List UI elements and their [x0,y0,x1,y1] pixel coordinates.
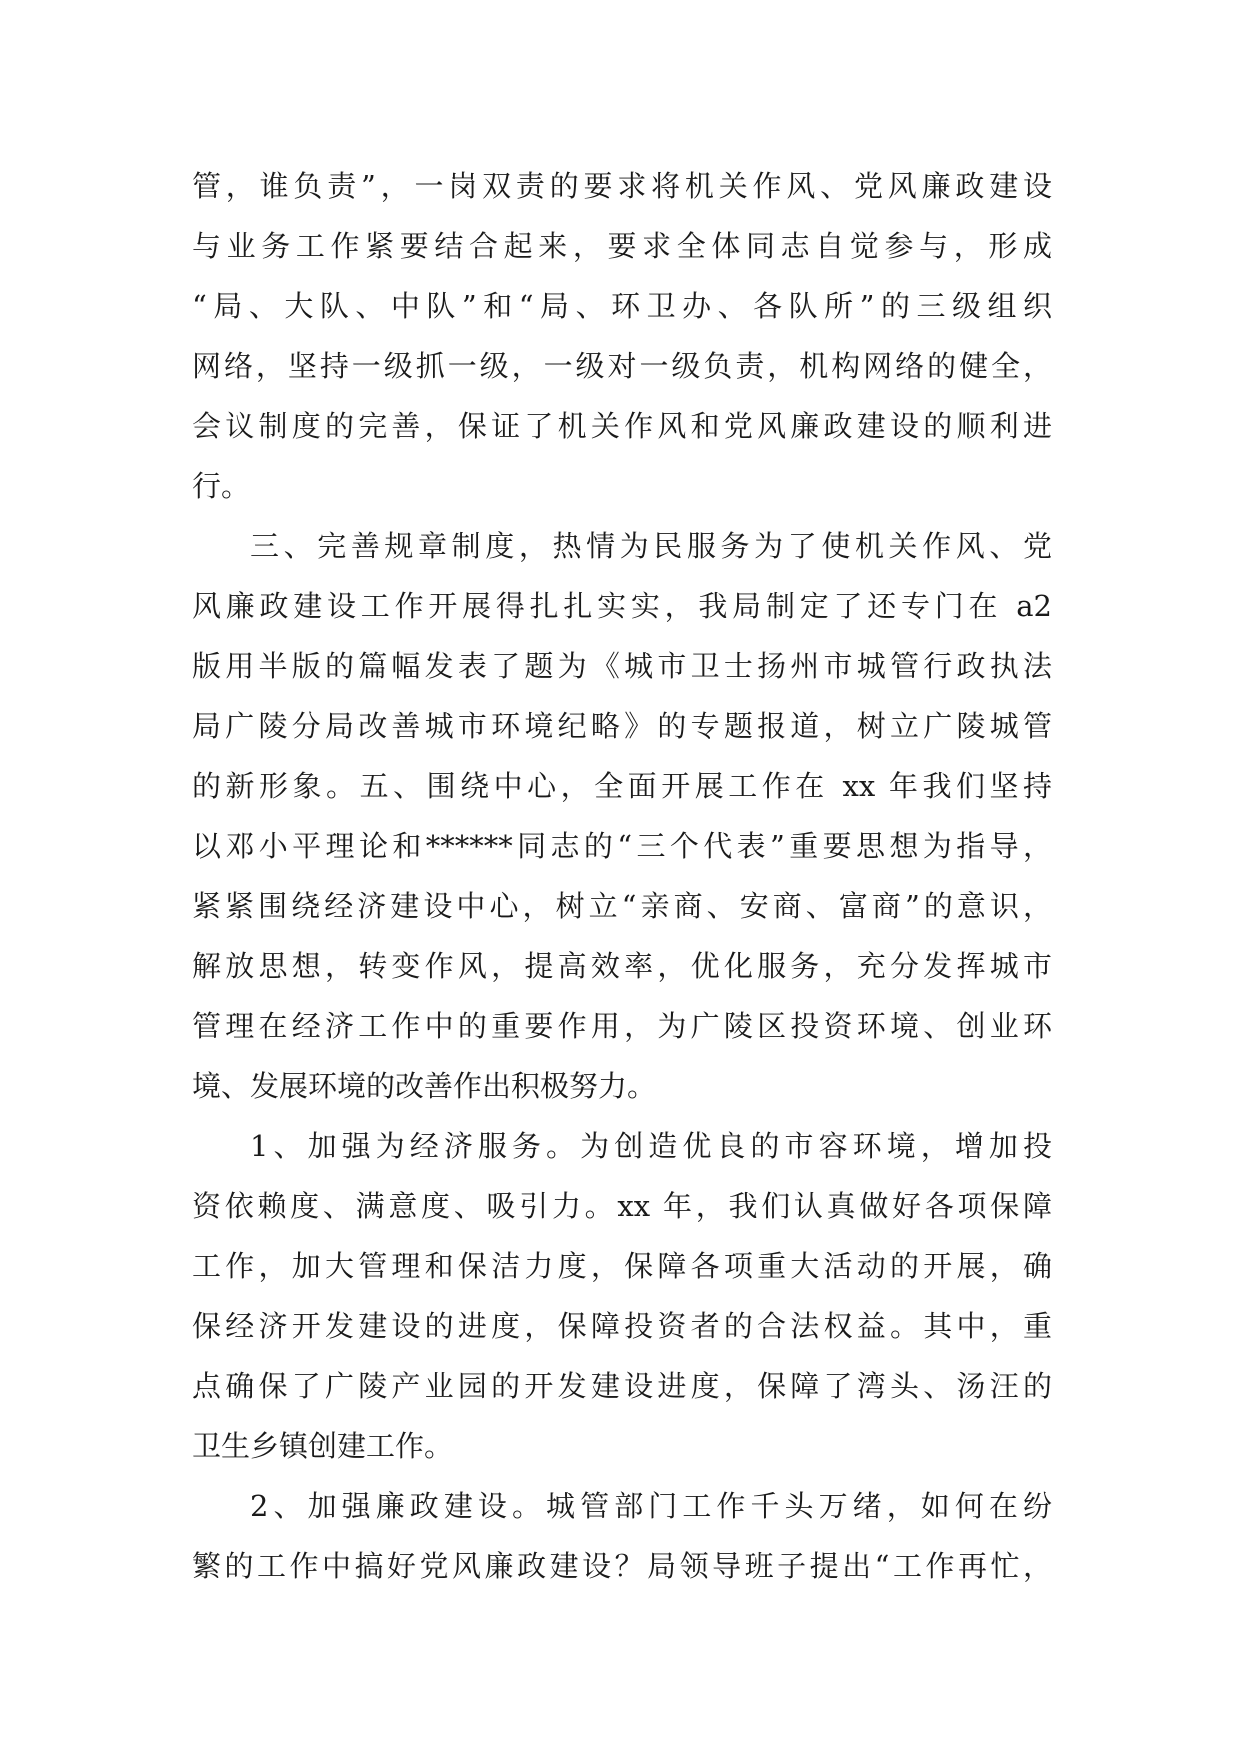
text-line: 管理在经济工作中的重要作用，为广陵区投资环境、创业环 [192,1009,1052,1043]
text-line: 解放思想，转变作风，提高效率，优化服务，充分发挥城市 [192,949,1052,983]
text-line: 资依赖度、满意度、吸引力。xx 年，我们认真做好各项保障 [192,1189,1052,1223]
text-line: 局广陵分局改善城市环境纪略》的专题报道，树立广陵城管 [192,709,1052,743]
text-line: 风廉政建设工作开展得扎扎实实，我局制定了还专门在 a2 [192,589,1052,623]
text-line: 的新形象。五、围绕中心，全面开展工作在 xx 年我们坚持 [192,769,1052,803]
text-line: 点确保了广陵产业园的开发建设进度，保障了湾头、汤汪的 [192,1369,1052,1403]
text-line: 紧紧围绕经济建设中心，树立“亲商、安商、富商”的意识， [192,889,1052,923]
text-line: 会议制度的完善，保证了机关作风和党风廉政建设的顺利进 [192,409,1052,443]
paragraph-start-line: 三、完善规章制度，热情为民服务为了使机关作风、党 [250,529,1052,563]
text-line: 保经济开发建设的进度，保障投资者的合法权益。其中，重 [192,1309,1052,1343]
text-line: 管，谁负责”，一岗双责的要求将机关作风、党风廉政建设 [192,169,1052,203]
paragraph-start-line: 2、加强廉政建设。城管部门工作千头万绪，如何在纷 [250,1489,1052,1523]
text-line: 网络，坚持一级抓一级，一级对一级负责，机构网络的健全， [192,349,1052,383]
text-line: 境、发展环境的改善作出积极努力。 [192,1069,657,1103]
text-line: 工作，加大管理和保洁力度，保障各项重大活动的开展，确 [192,1249,1052,1283]
paragraph-start-line: 1、加强为经济服务。为创造优良的市容环境，增加投 [250,1129,1052,1163]
text-line: 版用半版的篇幅发表了题为《城市卫士扬州市城管行政执法 [192,649,1052,683]
text-line: 繁的工作中搞好党风廉政建设？局领导班子提出“工作再忙， [192,1549,1052,1583]
text-line: 以邓小平理论和******同志的“三个代表”重要思想为指导， [192,829,1052,863]
text-line: 卫生乡镇创建工作。 [192,1429,454,1463]
text-line: 行。 [192,469,251,503]
text-line: “局、大队、中队”和“局、环卫办、各队所”的三级组织 [192,289,1052,323]
document-body [192,156,1052,1596]
text-line: 与业务工作紧要结合起来，要求全体同志自觉参与，形成 [192,229,1052,263]
